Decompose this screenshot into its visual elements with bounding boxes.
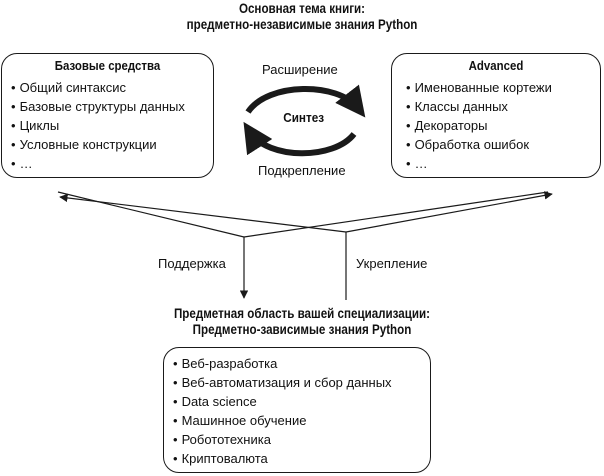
expansion-label: Расширение bbox=[262, 62, 338, 77]
book-topic-title-line1: Основная тема книги: bbox=[238, 1, 366, 16]
list-item: • … bbox=[406, 154, 552, 173]
domain-title-line2: Предметно-зависимые знания Python bbox=[192, 322, 412, 337]
domain-box bbox=[163, 347, 431, 473]
list-item: • Машинное обучение bbox=[173, 411, 392, 430]
basic-features-heading: Базовые средства bbox=[54, 58, 161, 73]
list-item: • Data science bbox=[173, 392, 392, 411]
advanced-list bbox=[406, 78, 552, 173]
support-label: Поддержка bbox=[158, 256, 226, 271]
list-item: • Обработка ошибок bbox=[406, 135, 552, 154]
list-item: • Циклы bbox=[11, 116, 185, 135]
domain-title bbox=[42, 306, 561, 338]
list-item: • Робототехника bbox=[173, 430, 392, 449]
reinforce-arrow-right bbox=[346, 194, 552, 232]
list-item: • Общий синтаксис bbox=[11, 78, 185, 97]
list-item: • Базовые структуры данных bbox=[11, 97, 185, 116]
list-item: • Декораторы bbox=[406, 116, 552, 135]
list-item: • Криптовалюта bbox=[173, 449, 392, 468]
list-item: • Условные конструкции bbox=[11, 135, 185, 154]
basic-features-list bbox=[11, 78, 185, 173]
support-line-left bbox=[58, 192, 244, 237]
list-item: • Классы данных bbox=[406, 97, 552, 116]
list-item: • Именованные кортежи bbox=[406, 78, 552, 97]
reinforcement-label: Подкрепление bbox=[258, 163, 346, 178]
synthesis-label: Синтез bbox=[283, 110, 325, 125]
domain-list bbox=[173, 354, 392, 468]
domain-title-line1: Предметная область вашей специализации: bbox=[173, 306, 431, 321]
basic-features-box bbox=[1, 53, 214, 178]
cycle-arrow-bottom bbox=[250, 132, 354, 153]
support-line-right bbox=[244, 192, 548, 237]
list-item: • … bbox=[11, 154, 185, 173]
cycle-arrow-top bbox=[248, 89, 358, 112]
list-item: • Веб-разработка bbox=[173, 354, 392, 373]
advanced-box bbox=[391, 53, 601, 178]
list-item: • Веб-автоматизация и сбор данных bbox=[173, 373, 392, 392]
strengthening-label: Укрепление bbox=[356, 256, 428, 271]
advanced-heading: Advanced bbox=[468, 58, 524, 73]
book-topic-title-line2: предметно-независимые знания Python bbox=[186, 17, 418, 32]
